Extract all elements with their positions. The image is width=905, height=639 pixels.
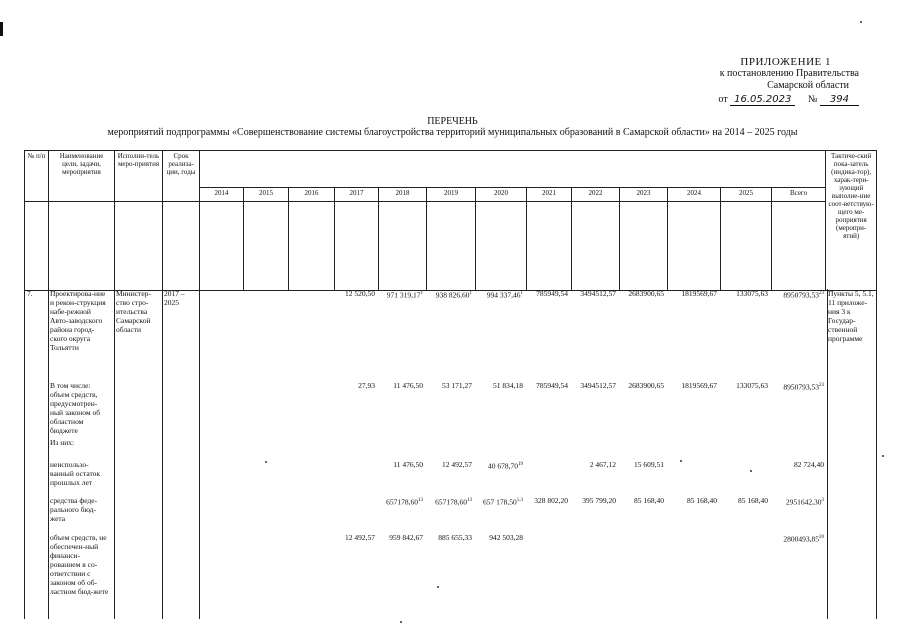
year-2021: 2021: [527, 188, 572, 202]
footnote-ref: 1,3: [516, 498, 523, 503]
blank-cell: [668, 202, 721, 291]
unused-label: неиспользо-ванный остаток прошлых лет: [50, 460, 101, 487]
year-total: Всего: [772, 188, 826, 202]
row-7-indicator: Пункты 5, 5.1, 11 приложе-ния 3 к Государ-ственной программе: [828, 289, 874, 343]
appendix-title: ПРИЛОЖЕНИЕ 1: [740, 56, 831, 68]
appendix-header: [669, 56, 859, 106]
table-header: [24, 150, 876, 289]
value-cell-2022: 3494512,57: [580, 381, 616, 390]
blank-cell: [572, 202, 620, 291]
value-cell-2018: 11 476,50: [393, 460, 423, 469]
blank-cell: [115, 202, 163, 291]
of-them-label: Из них:: [50, 438, 75, 447]
value-cell-Всего: 8950793,53$^{23}$: [783, 382, 824, 392]
blank-cell: [244, 202, 289, 291]
value-cell-2018: 971 319,17$^1$: [386, 290, 423, 300]
year-2014: 2014: [200, 188, 244, 202]
value-cell-2019: 885 655,33: [438, 533, 472, 542]
grid-line: [162, 289, 163, 619]
blank-cell: [721, 202, 772, 291]
grid-line: [24, 289, 25, 619]
blank-cell: [25, 202, 49, 291]
value-cell-2022: 2 467,12: [589, 460, 616, 469]
year-2024: 2024: [668, 188, 721, 202]
value-cell-Всего: 8950793,53$^{23}$: [783, 290, 824, 300]
unfunded-label: объем средств, не обеспечен-ный финанси-рованием в со-ответствии с законом об об-ластном бюд-жете: [50, 533, 109, 596]
value-cell-2019: 12 492,57: [442, 460, 472, 469]
federal-label: средства феде-рального бюд-жета: [50, 496, 98, 523]
row-including: [24, 381, 876, 435]
grid-line: [827, 289, 828, 619]
footnote-ref: 1: [469, 291, 472, 296]
value-cell-Всего: 82 724,40: [794, 460, 824, 469]
footnote-ref: 23: [819, 291, 824, 296]
scan-edge-mark: [0, 22, 3, 36]
number-prefix: №: [807, 94, 818, 105]
value-cell-2018: 11 476,50: [393, 381, 423, 390]
blank-cell: [200, 202, 244, 291]
row-federal: [24, 496, 876, 526]
blank-cell: [379, 202, 427, 291]
header-years-band: [200, 151, 826, 188]
value-cell-2023: 2683900,65: [628, 381, 664, 390]
value-cell-2022: 395 799,20: [582, 496, 616, 505]
row-7-term: 2017 – 2025: [164, 289, 185, 307]
row-unfunded: [24, 533, 876, 613]
year-2020: 2020: [476, 188, 527, 202]
footnote-ref: 23: [819, 383, 824, 388]
blank-cell: [163, 202, 200, 291]
row-7: [24, 289, 876, 369]
blank-cell: [289, 202, 335, 291]
year-2016: 2016: [289, 188, 335, 202]
grid-line: [48, 289, 49, 619]
blank-cell: [527, 202, 572, 291]
value-cell-Всего: 2800493,85$^{20}$: [783, 534, 824, 544]
blank-cell: [476, 202, 527, 291]
value-cell-2020: 40 678,70$^{19}$: [488, 461, 523, 471]
header-table: [24, 150, 877, 291]
year-2025: 2025: [721, 188, 772, 202]
value-cell-2021: 785949,54: [536, 381, 568, 390]
year-2018: 2018: [379, 188, 427, 202]
appendix-date-row: [669, 94, 859, 106]
value-cell-2023: 15 609,51: [634, 460, 664, 469]
value-cell-2025: 133075,63: [736, 381, 768, 390]
header-num: № п/п: [25, 151, 49, 202]
row-7-name: Проектирова-ние и рекон-струкция набе-режной Авто-заводского района город-ского округа Тольятти: [50, 289, 106, 352]
scan-speck: [400, 621, 402, 623]
grid-line: [199, 289, 200, 619]
table-body: [24, 289, 876, 619]
value-cell-2020: 994 337,46$^1$: [486, 290, 523, 300]
value-cell-2025: 133075,63: [736, 289, 768, 298]
year-2015: 2015: [244, 188, 289, 202]
header-indicator: Тактиче-ский пока-затель (индика-тор), харак-тери-зующий выполне-ние соот-ветствую-щего ме-роприятия (меропри-ятий): [826, 151, 877, 291]
blank-cell: [427, 202, 476, 291]
value-cell-2022: 3494512,57: [580, 289, 616, 298]
date-value: 16.05.2023: [730, 94, 795, 106]
footnote-ref: 13: [467, 498, 472, 503]
row-unused: [24, 460, 876, 490]
blank-cell: [335, 202, 379, 291]
row-7-executor: Министер-ство стро-ительства Самарской области: [116, 289, 151, 334]
value-cell-Всего: 2951642,30$^3$: [785, 497, 824, 507]
footnote-ref: 3: [821, 498, 824, 503]
value-cell-2020: 51 834,18: [493, 381, 523, 390]
value-cell-2021: 785949,54: [536, 289, 568, 298]
value-cell-2017: 12 520,50: [345, 289, 375, 298]
value-cell-2019: 53 171,27: [442, 381, 472, 390]
value-cell-2024: 1819569,67: [681, 381, 717, 390]
value-cell-2017: 27,93: [358, 381, 375, 390]
appendix-line-1: к постановлению Правительства: [719, 68, 859, 79]
blank-cell: [772, 202, 826, 291]
footnote-ref: 20: [819, 535, 824, 540]
value-cell-2018: 959 842,67: [389, 533, 423, 542]
scan-speck: [882, 455, 884, 457]
value-cell-2025: 85 168,40: [738, 496, 768, 505]
row-7-num: 7.: [27, 289, 33, 298]
scan-speck: [860, 21, 862, 23]
value-cell-2024: 85 168,40: [687, 496, 717, 505]
footnote-ref: 13: [418, 498, 423, 503]
number-value: 394: [820, 94, 859, 106]
grid-line: [114, 289, 115, 619]
date-prefix: от: [718, 94, 728, 105]
year-2022: 2022: [572, 188, 620, 202]
year-2023: 2023: [620, 188, 668, 202]
including-label: В том числе: объем средств, предусмотрен-ный законом об областном бюджете: [50, 381, 101, 435]
header-executor: Исполни-тель меро-приятия: [115, 151, 163, 202]
header-term: Срок реализа-ции, годы: [163, 151, 200, 202]
footnote-ref: 1: [520, 291, 523, 296]
appendix-line-2: Самарской области: [767, 80, 849, 91]
footnote-ref: 1: [420, 291, 423, 296]
value-cell-2018: 657178,60$^{13}$: [386, 497, 423, 507]
document-title: ПЕРЕЧЕНЬ: [427, 116, 478, 127]
year-2019: 2019: [427, 188, 476, 202]
value-cell-2019: 657178,60$^{13}$: [435, 497, 472, 507]
value-cell-2023: 2683900,65: [628, 289, 664, 298]
blank-cell: [620, 202, 668, 291]
value-cell-2020: 942 503,28: [489, 533, 523, 542]
document-subtitle: мероприятий подпрограммы «Совершенствование системы благоустройства территорий муниципальных образований в Самарской области» на 2014 – 2025 годы: [107, 127, 798, 138]
value-cell-2021: 328 802,20: [534, 496, 568, 505]
value-cell-2020: 657 178,50$^{1,3}$: [483, 497, 523, 507]
value-cell-2017: 12 492,57: [345, 533, 375, 542]
row-of-them: [24, 438, 876, 450]
footnote-ref: 19: [518, 462, 523, 467]
grid-line: [876, 289, 877, 619]
blank-cell: [49, 202, 115, 291]
year-2017: 2017: [335, 188, 379, 202]
header-name: Наименование цели, задачи, мероприятия: [49, 151, 115, 202]
value-cell-2024: 1819569,67: [681, 289, 717, 298]
value-cell-2023: 85 168,40: [634, 496, 664, 505]
value-cell-2019: 938 826,60$^1$: [435, 290, 472, 300]
